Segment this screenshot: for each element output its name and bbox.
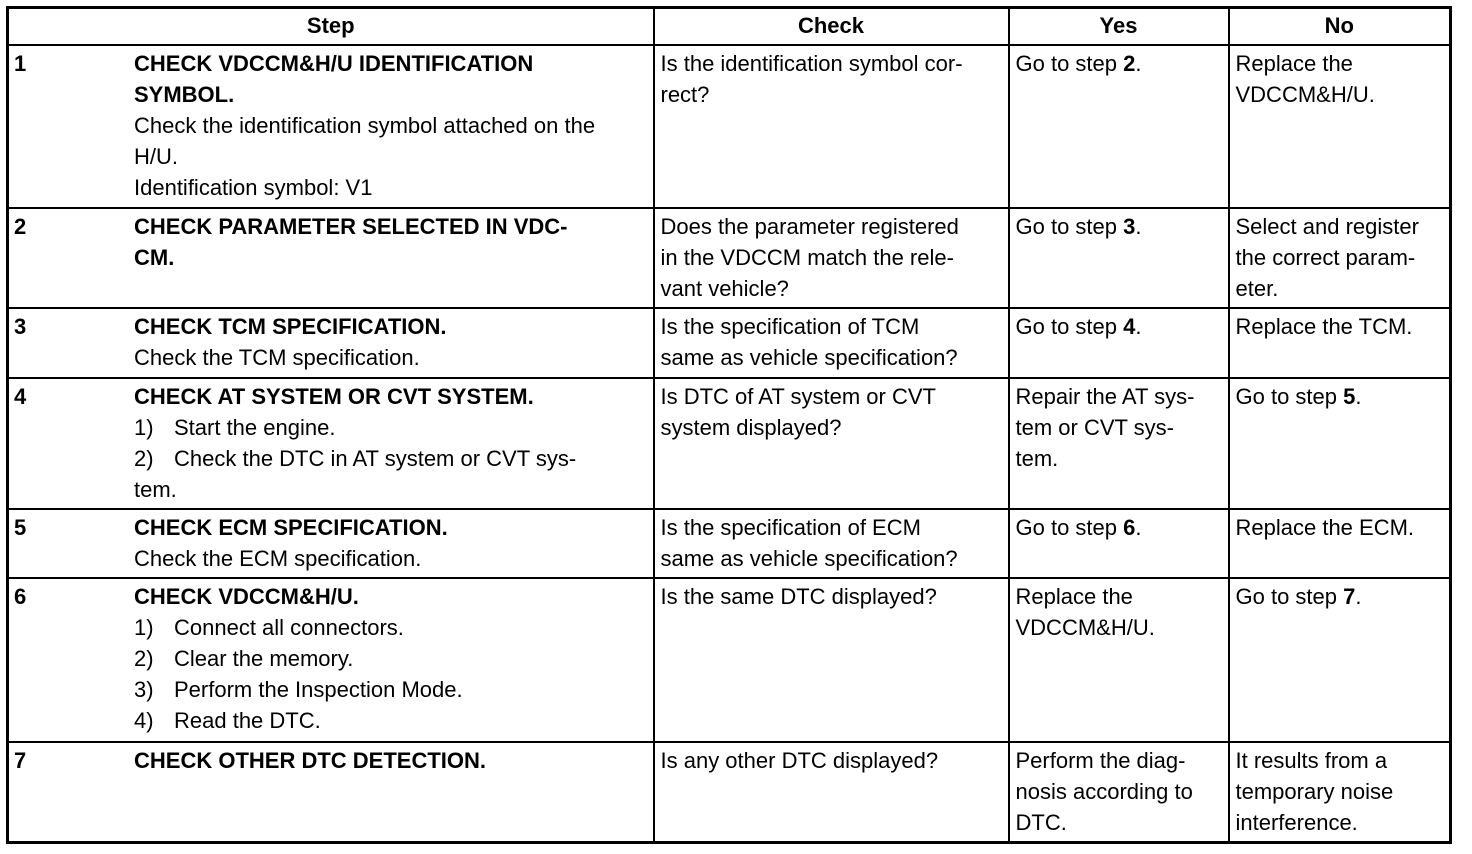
step-body <box>15 512 647 574</box>
step-title: CHECK VDCCM&H/U IDENTIFICATION <box>134 51 534 76</box>
list-item-number: 1) <box>134 615 154 641</box>
step-text: H/U. <box>134 144 178 169</box>
no-cell <box>1229 308 1451 378</box>
no-cell <box>1229 45 1451 208</box>
step-body <box>15 48 647 203</box>
list-item-text <box>174 443 647 474</box>
no-text: It results from a <box>1235 748 1388 773</box>
list-item-text <box>174 705 647 736</box>
yes-text: Go to step 2. <box>1015 51 1142 76</box>
step-cell <box>8 378 654 509</box>
check-text: rect? <box>660 82 710 107</box>
step-text: Check the TCM specification. <box>134 345 420 371</box>
check-text: in the VDCCM match the rele- <box>660 244 954 270</box>
yes-cell <box>1009 742 1229 843</box>
no-text: temporary noise <box>1235 779 1394 804</box>
no-text: Replace the TCM. <box>1235 314 1413 340</box>
yes-cell <box>1009 378 1229 509</box>
no-cell <box>1229 742 1451 843</box>
step-reference: 3 <box>1123 213 1136 239</box>
list-item-text <box>174 412 647 443</box>
check-cell <box>654 509 1009 578</box>
table-row <box>8 378 1451 509</box>
no-cell <box>1229 578 1451 742</box>
list-item-number: 3) <box>134 677 154 703</box>
check-cell <box>654 208 1009 308</box>
check-text: Is the specification of TCM <box>660 314 920 340</box>
step-title: CHECK AT SYSTEM OR CVT SYSTEM. <box>134 384 534 410</box>
no-text: interference. <box>1235 810 1358 835</box>
yes-cell <box>1009 45 1229 208</box>
list-item-line: Perform the Inspection Mode. <box>174 677 463 703</box>
step-number: 7 <box>14 748 27 773</box>
no-cell <box>1229 509 1451 578</box>
step-text: Check the identification symbol attached on the <box>134 113 596 138</box>
list-item-line: Check the DTC in AT system or CVT sys- <box>174 446 577 472</box>
list-item <box>134 674 647 705</box>
list-item <box>134 443 647 474</box>
yes-text: tem or CVT sys- <box>1015 415 1175 441</box>
table-row <box>8 45 1451 208</box>
list-item-text <box>174 643 647 674</box>
list-item-text <box>174 612 647 643</box>
yes-text: VDCCM&H/U. <box>1015 615 1155 641</box>
step-cell <box>8 578 654 742</box>
step-number: 1 <box>14 51 27 76</box>
list-item-line: Clear the memory. <box>174 646 354 672</box>
check-text: same as vehicle specification? <box>660 546 958 571</box>
step-body <box>15 381 647 505</box>
table-row <box>8 578 1451 742</box>
step-cell <box>8 208 654 308</box>
list-item-line: Connect all connectors. <box>174 615 404 641</box>
step-reference: 5 <box>1343 384 1356 410</box>
list-item-number: 4) <box>134 708 154 734</box>
check-text: Is the identification symbol cor- <box>660 51 963 76</box>
header-row <box>8 8 1451 46</box>
table-body <box>8 45 1451 843</box>
no-text: VDCCM&H/U. <box>1235 82 1375 107</box>
yes-cell <box>1009 509 1229 578</box>
step-number: 3 <box>14 314 27 340</box>
check-text: Does the parameter registered <box>660 213 959 239</box>
yes-text: Go to step 3. <box>1015 213 1142 239</box>
step-number: 6 <box>14 584 27 610</box>
check-text: same as vehicle specification? <box>660 345 958 371</box>
step-reference: 4 <box>1123 314 1136 340</box>
check-cell <box>654 378 1009 509</box>
check-cell <box>654 578 1009 742</box>
yes-text: Go to step 6. <box>1015 515 1142 540</box>
check-text: Is the same DTC displayed? <box>660 584 937 610</box>
list-item-line: Read the DTC. <box>174 708 321 734</box>
yes-cell <box>1009 578 1229 742</box>
step-cell <box>8 45 654 208</box>
step-text: tem. <box>134 477 177 503</box>
step-body <box>15 311 647 373</box>
list-item-number: 2) <box>134 446 154 472</box>
step-body <box>15 211 647 273</box>
table-row <box>8 308 1451 378</box>
yes-text: Perform the diag- <box>1015 748 1186 773</box>
header-yes: Yes <box>1009 8 1229 46</box>
check-cell <box>654 45 1009 208</box>
step-reference: 6 <box>1123 515 1136 540</box>
table-row <box>8 208 1451 308</box>
step-title: CHECK OTHER DTC DETECTION. <box>134 748 486 773</box>
list-item <box>134 612 647 643</box>
step-number: 2 <box>14 213 27 239</box>
step-title: CHECK PARAMETER SELECTED IN VDC- <box>134 213 568 239</box>
check-text: Is the specification of ECM <box>660 515 921 540</box>
header-check: Check <box>654 8 1009 46</box>
list-item-text <box>174 674 647 705</box>
step-body <box>15 581 647 736</box>
header-no: No <box>1229 8 1451 46</box>
step-title: CHECK TCM SPECIFICATION. <box>134 314 447 340</box>
table-row <box>8 742 1451 843</box>
yes-text: Go to step 4. <box>1015 314 1142 340</box>
check-text: Is DTC of AT system or CVT <box>660 384 936 410</box>
yes-cell <box>1009 308 1229 378</box>
no-text: Replace the <box>1235 51 1353 76</box>
step-text: Check the ECM specification. <box>134 546 422 571</box>
list-item <box>134 643 647 674</box>
no-text: Replace the ECM. <box>1235 515 1415 540</box>
no-text: Select and register <box>1235 213 1419 239</box>
step-title: CM. <box>134 244 175 270</box>
step-cell <box>8 509 654 578</box>
header-step: Step <box>8 8 654 46</box>
check-text: system displayed? <box>660 415 842 441</box>
diagnostic-table <box>6 6 1452 844</box>
no-text: Go to step 5. <box>1235 384 1362 410</box>
step-body <box>15 745 647 776</box>
list-item-line: Start the engine. <box>174 415 336 441</box>
step-title: CHECK ECM SPECIFICATION. <box>134 515 448 540</box>
step-title: SYMBOL. <box>134 82 235 107</box>
step-title: CHECK VDCCM&H/U. <box>134 584 359 610</box>
list-item <box>134 412 647 443</box>
no-cell <box>1229 208 1451 308</box>
yes-cell <box>1009 208 1229 308</box>
yes-text: Repair the AT sys- <box>1015 384 1195 410</box>
step-cell <box>8 742 654 843</box>
yes-text: nosis according to <box>1015 779 1193 804</box>
list-item-number: 1) <box>134 415 154 441</box>
check-cell <box>654 742 1009 843</box>
step-reference: 2 <box>1123 51 1136 76</box>
no-text: Go to step 7. <box>1235 584 1362 610</box>
step-cell <box>8 308 654 378</box>
yes-text: tem. <box>1015 446 1059 472</box>
check-cell <box>654 308 1009 378</box>
check-text: vant vehicle? <box>660 275 789 301</box>
list-item <box>134 705 647 736</box>
step-number: 4 <box>14 384 27 410</box>
step-number: 5 <box>14 515 27 540</box>
no-cell <box>1229 378 1451 509</box>
list-item-number: 2) <box>134 646 154 672</box>
yes-text: Replace the <box>1015 584 1133 610</box>
yes-text: DTC. <box>1015 810 1067 835</box>
no-text: eter. <box>1235 275 1279 301</box>
step-reference: 7 <box>1343 584 1356 610</box>
step-text: Identification symbol: V1 <box>134 175 373 200</box>
table-row <box>8 509 1451 578</box>
check-text: Is any other DTC displayed? <box>660 748 939 773</box>
no-text: the correct param- <box>1235 244 1416 270</box>
